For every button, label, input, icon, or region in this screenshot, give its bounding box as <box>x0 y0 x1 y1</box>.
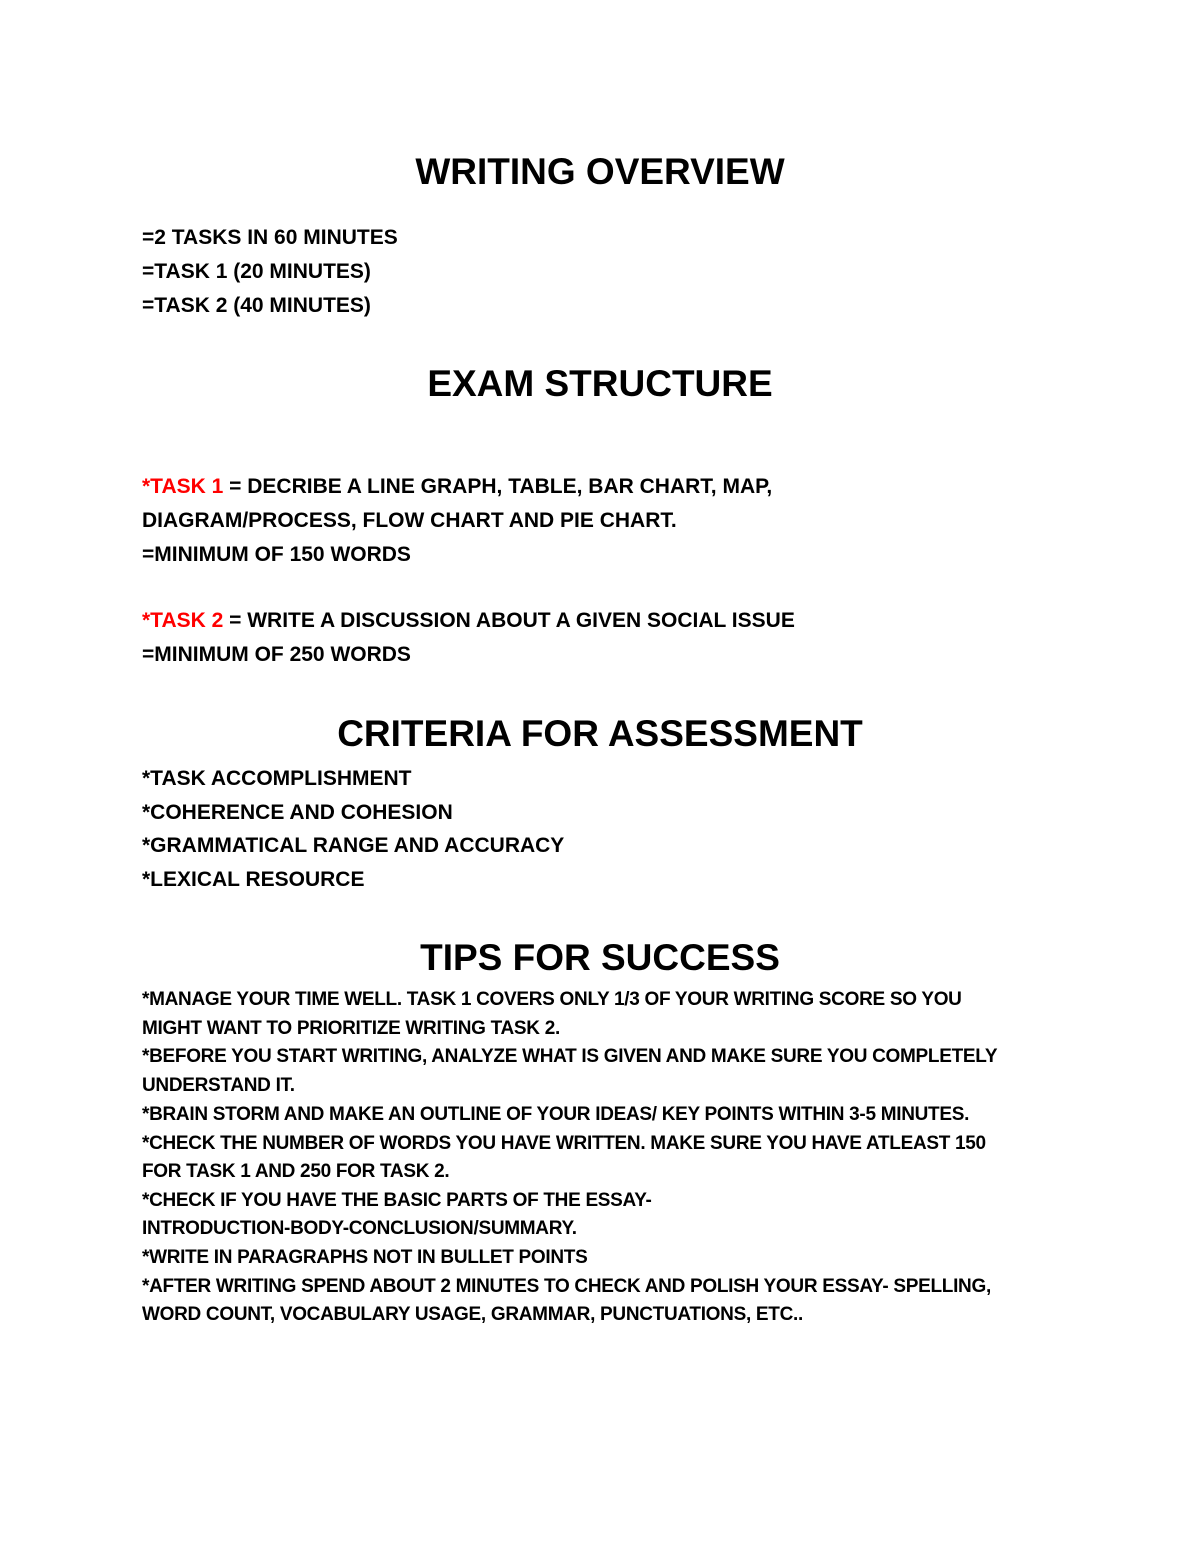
criteria-item: *COHERENCE AND COHESION <box>142 801 453 824</box>
writing-overview-heading: WRITING OVERVIEW <box>415 151 785 192</box>
exam-structure-heading: EXAM STRUCTURE <box>427 363 773 404</box>
overview-line: =2 TASKS IN 60 MINUTES <box>142 226 398 249</box>
tip-line: *CHECK IF YOU HAVE THE BASIC PARTS OF THE ESSAY- <box>142 1190 652 1211</box>
task1-text: = DECRIBE A LINE GRAPH, TABLE, BAR CHART, MAP, <box>223 475 773 498</box>
tip-line: *BRAIN STORM AND MAKE AN OUTLINE OF YOUR IDEAS/ KEY POINTS WITHIN 3-5 MINUTES. <box>142 1104 970 1125</box>
tip-line: MIGHT WANT TO PRIORITIZE WRITING TASK 2. <box>142 1018 560 1039</box>
tip-line: *MANAGE YOUR TIME WELL. TASK 1 COVERS ONLY 1/3 OF YOUR WRITING SCORE SO YOU <box>142 989 962 1010</box>
criteria-item: *LEXICAL RESOURCE <box>142 868 365 891</box>
criteria-item: *GRAMMATICAL RANGE AND ACCURACY <box>142 834 565 857</box>
tip-line: *BEFORE YOU START WRITING, ANALYZE WHAT IS GIVEN AND MAKE SURE YOU COMPLETELY <box>142 1046 998 1067</box>
overview-line: =TASK 2 (40 MINUTES) <box>142 294 371 317</box>
criteria-item: *TASK ACCOMPLISHMENT <box>142 767 412 790</box>
tip-line: *WRITE IN PARAGRAPHS NOT IN BULLET POINTS <box>142 1247 588 1268</box>
task2-label: *TASK 2 <box>142 609 224 632</box>
task1-continuation: DIAGRAM/PROCESS, FLOW CHART AND PIE CHART. <box>142 509 677 532</box>
task1-minimum: =MINIMUM OF 150 WORDS <box>142 543 411 566</box>
task1-label: *TASK 1 <box>142 475 224 498</box>
task2-line <box>142 604 795 638</box>
tip-line: WORD COUNT, VOCABULARY USAGE, GRAMMAR, PUNCTUATIONS, ETC.. <box>142 1304 803 1325</box>
task2-text: = WRITE A DISCUSSION ABOUT A GIVEN SOCIAL ISSUE <box>223 609 795 632</box>
overview-line: =TASK 1 (20 MINUTES) <box>142 260 371 283</box>
tip-line: INTRODUCTION-BODY-CONCLUSION/SUMMARY. <box>142 1218 577 1239</box>
task1-line <box>142 470 772 504</box>
tips-heading: TIPS FOR SUCCESS <box>420 937 780 978</box>
tip-line: *CHECK THE NUMBER OF WORDS YOU HAVE WRITTEN. MAKE SURE YOU HAVE ATLEAST 150 <box>142 1133 986 1154</box>
task2-minimum: =MINIMUM OF 250 WORDS <box>142 643 411 666</box>
tip-line: *AFTER WRITING SPEND ABOUT 2 MINUTES TO CHECK AND POLISH YOUR ESSAY- SPELLING, <box>142 1276 991 1297</box>
criteria-heading: CRITERIA FOR ASSESSMENT <box>337 713 863 754</box>
tip-line: UNDERSTAND IT. <box>142 1075 295 1096</box>
tip-line: FOR TASK 1 AND 250 FOR TASK 2. <box>142 1161 450 1182</box>
